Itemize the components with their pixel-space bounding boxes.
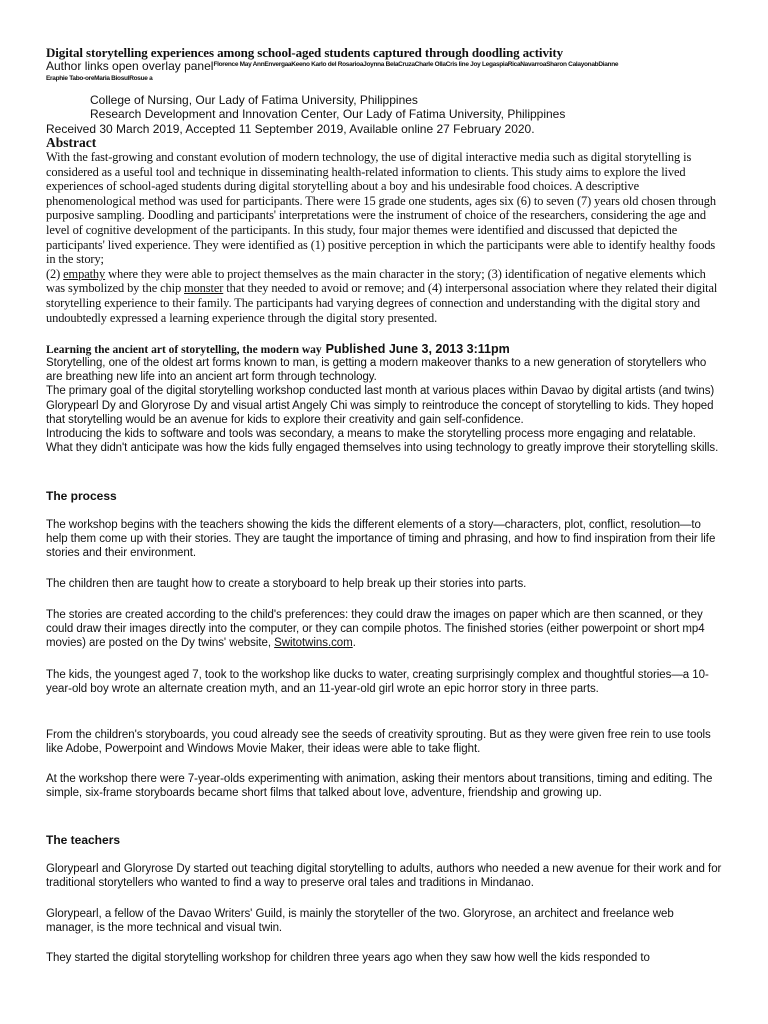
paper-title: Digital storytelling experiences among school-aged students captured through doodling activity [46, 45, 563, 60]
process-paragraph-3 [46, 608, 722, 651]
abstract-paragraph-2 [46, 267, 720, 325]
teachers-paragraph-3: They started the digital storytelling workshop for children three years ago when they saw how well the kids responded to [46, 952, 650, 964]
publish-date: Published June 3, 2013 3:11pm [325, 342, 510, 356]
author-names[interactable]: Florence May AnnEnvergaaKeeno Karlo del RosarioaJoynna BelaCruzaCharle OllaCris line Joy LegaspiaRicaNavarroaSharon CalayonabDianne [213, 61, 619, 68]
author-line [46, 59, 766, 73]
process-text-segment: . [352, 637, 356, 650]
process-paragraph-6: At the workshop there were 7-year-olds experimenting with animation, asking their mentors about transitions, timing and editing. The simple, six-frame storyboards became short films that talked about love, adventure, friendship and growing up. [46, 773, 713, 800]
teachers-heading: The teachers [46, 833, 121, 847]
process-paragraph-4: The kids, the youngest aged 7, took to the workshop like ducks to water, creating surprisingly complex and thoughtful stories—a 10-year-old boy wrote an alternate creation myth, and an 11-year-old girl wrote an epic horror story in three parts. [46, 669, 709, 696]
intro-paragraph-1: Storytelling, one of the oldest art forms known to man, is getting a modern makeover thanks to a new generation of storytellers who are breathing new life into an ancient art form through technology. [46, 357, 707, 384]
process-paragraph-1: The workshop begins with the teachers showing the kids the different elements of a story—characters, plot, conflict, resolution—to help them come up with their stories. They are taught the importance of timing and phrasing, and how to find inspiration from their life stories and their environment. [46, 519, 716, 560]
article-heading: Learning the ancient art of storytelling, the modern way [46, 344, 322, 356]
abstract-text-segment: that they needed to avoid or remove; and (4) interpersonal association where they related their digital storytelling experience to their family. The participants had varying degrees of connection and understanding with the digital story and undoubtedly expressed a learning experience through the digital story presented. [46, 281, 718, 325]
abstract-text [46, 150, 720, 325]
intro-paragraph-3: Introducing the kids to software and tools was secondary, a means to make the storytelling process more engaging and relatable. What they didn't anticipate was how the kids fully engaged themselves into using technology to greatly improve their storytelling skills. [46, 428, 719, 455]
author-names-continued[interactable]: Eraphie Tabo-oreMaria BiosulRosue a [46, 75, 153, 82]
empathy-link[interactable]: empathy [63, 266, 106, 281]
teachers-paragraph-1: Glorypearl and Gloryrose Dy started out teaching digital storytelling to adults, authors who needed a new avenue for their work and for traditional storytellers who wanted to find a way to preserve oral tales and traditions in Mindanao. [46, 863, 722, 890]
process-text-segment: The stories are created according to the child's preferences: they could draw the images on paper which are then scanned, or they could draw their images directly into the computer, or they can compile photos. The finished stories (either powerpoint or short mp4 movies) are posted on the Dy twins' website, [46, 609, 705, 650]
affiliation-2: Research Development and Innovation Center, Our Lady of Fatima University, Philippines [90, 107, 566, 121]
process-heading: The process [46, 489, 117, 503]
abstract-text-segment: where they were able to project themselves as the main character in the story; (3) identification of negative elements which was symbolized by the chip [46, 266, 706, 296]
teachers-paragraph-2: Glorypearl, a fellow of the Davao Writers' Guild, is mainly the storyteller of the two. Gloryrose, an architect and freelance web manager, is the more technical and visual twin. [46, 908, 674, 935]
article-intro [46, 356, 722, 455]
process-paragraph-5: From the children's storyboards, you coud already see the seeds of creativity sprouting. But as they were given free rein to use tools like Adobe, Powerpoint and Windows Movie Maker, their ideas were able to take flight. [46, 729, 711, 756]
received-dates: Received 30 March 2019, Accepted 11 September 2019, Available online 27 February 2020. [46, 122, 535, 136]
abstract-heading: Abstract [46, 135, 97, 150]
intro-paragraph-2: The primary goal of the digital storytelling workshop conducted last month at various places within Davao by digital artists (and twins) Glorypearl Dy and Gloryrose Dy and visual artist Angely Chi was simply to reintroduce the concept of storytelling to kids. They hoped that storytelling would be an avenue for kids to explore their creativity and gain self-confidence. [46, 385, 715, 426]
abstract-paragraph-1: With the fast-growing and constant evolution of modern technology, the use of digital interactive media such as digital storytelling is considered as a useful tool and technique in disseminating health-related information to clients. This study aims to explore the lived experiences of school-aged students during digital storytelling about a boy and his undesirable food choices. A descriptive phenomenological method was used for participants. There were 15 grade one students, ages six (6) to seven (7) years old chosen through purposive sampling. Doodling and participants' interpretations were the instrument of choice of the researchers, considering the age and level of cognitive development of the participants. In this study, four major themes were identified and discussed that depicted the participants' lived experience. They were identified as (1) positive perception in which the participants were able to identify healthy foods in the story; [46, 150, 716, 267]
switotwins-link[interactable]: Switotwins.com [274, 637, 353, 650]
process-paragraph-2: The children then are taught how to create a storyboard to help break up their stories into parts. [46, 578, 527, 590]
affiliation-1: College of Nursing, Our Lady of Fatima University, Philippines [90, 93, 418, 107]
abstract-text-segment: (2) [46, 266, 64, 281]
author-links-label[interactable]: Author links open overlay panel [46, 59, 214, 73]
monster-link[interactable]: monster [184, 281, 224, 296]
